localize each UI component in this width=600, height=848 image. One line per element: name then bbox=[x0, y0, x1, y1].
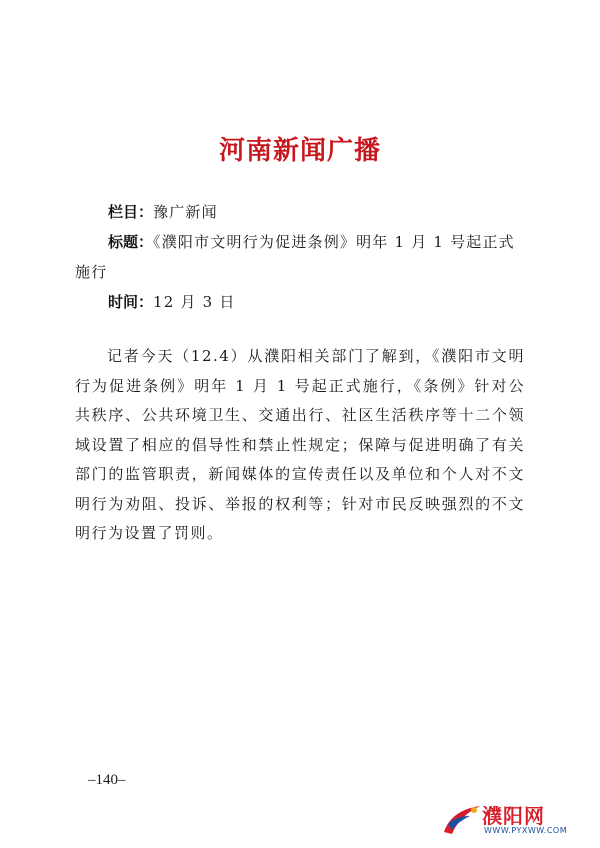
headline-value-line1: 《濮阳市文明行为促进条例》明年 1 月 1 号起正式 bbox=[153, 233, 515, 251]
column-value: 豫广新闻 bbox=[153, 203, 218, 221]
headline-row-continued bbox=[75, 257, 525, 287]
time-value: 12 月 3 日 bbox=[153, 293, 236, 311]
metadata-block bbox=[75, 197, 525, 317]
article-body: 记者今天（12.4）从濮阳相关部门了解到，《濮阳市文明行为促进条例》明年 1 月 1 号起正式施行，《条例》针对公共秩序、公共环境卫生、交通出行、社区生活秩序等十二个领域设置了相应的倡导性和禁止性规定；保障与促进明确了有关部门的监管职责，新闻媒体的宣传责任以及单位和个人对不文明行为劝阻、投诉、举报的权利等；针对市民反映强烈的不文明行为设置了罚则。 bbox=[75, 347, 525, 542]
column-row bbox=[75, 197, 525, 227]
headline-value-line2: 施行 bbox=[75, 263, 108, 281]
watermark-url: WWW.PYXWW.COM bbox=[484, 826, 568, 835]
swoosh-icon bbox=[440, 802, 482, 838]
time-label: 时间： bbox=[108, 293, 154, 311]
page-title: 河南新闻广播 bbox=[218, 136, 381, 166]
page-number: –140– bbox=[88, 772, 126, 788]
time-row bbox=[75, 287, 525, 317]
headline-label: 标题： bbox=[108, 233, 154, 251]
column-label: 栏目： bbox=[108, 203, 154, 221]
watermark-logo bbox=[440, 800, 590, 840]
watermark-brand: 濮阳网 bbox=[482, 804, 545, 828]
headline-row bbox=[75, 227, 525, 257]
